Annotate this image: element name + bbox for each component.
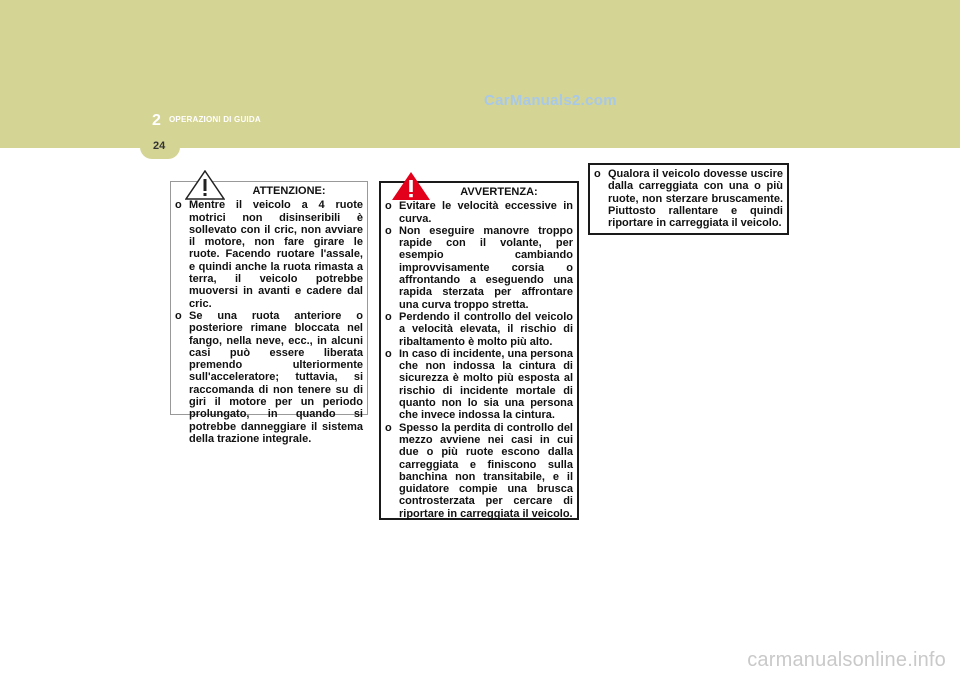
note-box — [588, 163, 789, 235]
bullet: o — [385, 200, 392, 213]
warning-title: AVVERTENZA: — [460, 186, 538, 198]
list-item: o Non eseguire manovre troppo rapide con il volante, per esempio cambiando improvvisamente corsia o affrontando a eseguendo una rapida sterzata per affrontare una curva troppo stretta. — [385, 224, 573, 311]
bullet: o — [385, 224, 392, 237]
bullet: o — [385, 421, 392, 434]
list-item: o Evitare le velocità eccessive in curva. — [385, 200, 573, 225]
caution-box — [170, 181, 368, 445]
caution-list — [175, 199, 363, 445]
bullet: o — [385, 347, 392, 360]
list-item: o Spesso la perdita di controllo del mezzo avviene nei casi in cui due o più ruote escono dalla carreggiata e finiscono sulla banchina non transitabile, e il guidatore compie una brusca controsterzata per cercare di riportare in carreggiata il veicolo. — [385, 421, 573, 520]
warning-triangle-outline-icon — [185, 170, 225, 200]
bullet: o — [175, 309, 182, 322]
bullet: o — [594, 168, 601, 180]
chapter-number: 2 — [152, 112, 161, 129]
list-item: o Qualora il veicolo dovesse uscire dalla carreggiata con una o più ruote, non sterzare bruscamente. Piuttosto rallentare e quindi riportare in carreggiata il veicolo. — [594, 168, 783, 230]
chapter-title: OPERAZIONI DI GUIDA — [169, 115, 261, 124]
list-item: o Perdendo il controllo del veicolo a velocità elevata, il rischio di ribaltamento è molto più alto. — [385, 310, 573, 348]
warning-list — [385, 200, 573, 520]
list-item: o In caso di incidente, una persona che non indossa la cintura di sicurezza è molto più esposta al rischio di incidente mortale di quanto non lo sia una persona che invece indossa la cintura. — [385, 347, 573, 422]
list-item: o Mentre il veicolo a 4 ruote motrici non disinseribili è sollevato con il cric, non avviare il motore, non fare girare le ruote. Facendo ruotare l'assale, e quindi anche la ruota rimasta a terra, il veicolo potrebbe muoversi in avanti e cadere dal cric. — [175, 199, 363, 310]
list-item: o Se una ruota anteriore o posteriore rimane bloccata nel fango, nella neve, ecc., in alcuni casi può essere liberata premendo ulteriormente sull'acceleratore; tuttavia, si raccomanda di non tenere su di giri il motore per un periodo prolungato, in quando si potrebbe danneggiare il sistema della trazione integrale. — [175, 309, 363, 445]
header-band — [0, 0, 960, 148]
site-link[interactable]: CarManuals2.com — [484, 92, 617, 109]
bullet: o — [385, 310, 392, 323]
note-list — [594, 168, 783, 229]
warning-triangle-filled-icon — [391, 171, 431, 201]
bullet: o — [175, 199, 182, 212]
warning-box — [379, 181, 579, 520]
caution-title: ATTENZIONE: — [252, 185, 326, 197]
footer-watermark: carmanualsonline.info — [747, 649, 946, 671]
page-number: 24 — [153, 140, 166, 152]
